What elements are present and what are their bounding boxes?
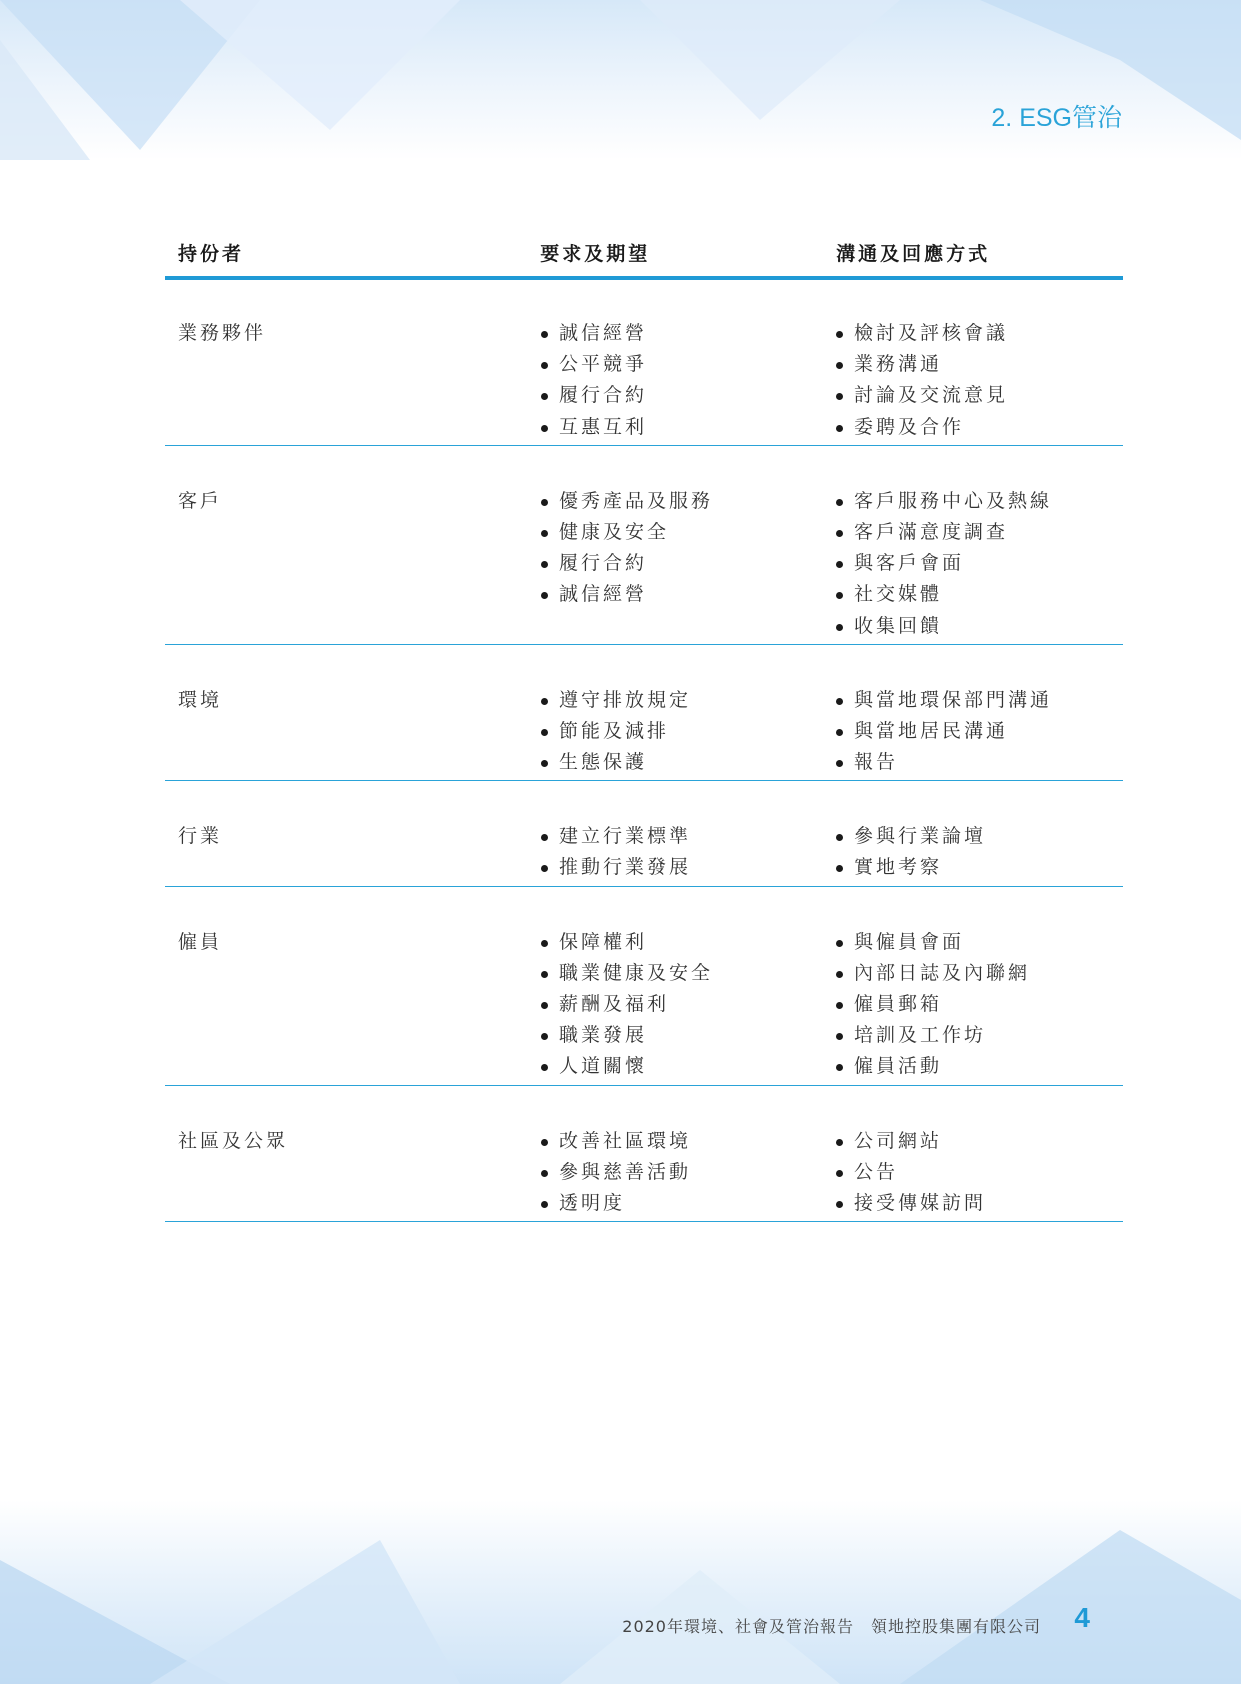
communication-cell [824,821,1123,883]
communication-list [824,685,1123,779]
communication-cell [824,1126,1123,1220]
stakeholder-cell: 社區及公眾 [178,1129,289,1152]
stakeholder-table [165,240,1123,1222]
expectation-item: 參與慈善活動 [529,1157,824,1188]
expectation-item: 履行合約 [529,548,824,579]
expectation-item: 誠信經營 [529,318,824,349]
communication-list [824,1126,1123,1220]
expectation-item: 人道關懷 [529,1051,824,1082]
table-header [165,240,1123,280]
stakeholder-cell: 業務夥伴 [178,322,267,344]
communication-cell [824,927,1123,1083]
section-title: 2. ESG管治 [991,104,1122,132]
stakeholder-cell: 環境 [178,688,223,711]
expectation-item: 誠信經營 [529,579,824,610]
communication-item: 實地考察 [824,852,1123,883]
expectation-item: 透明度 [529,1188,824,1219]
communication-item: 與當地居民溝通 [824,716,1123,747]
expectation-item: 職業健康及安全 [529,958,824,989]
communication-item: 內部日誌及內聯網 [824,958,1123,989]
communication-cell [824,486,1123,642]
communication-item: 客戶滿意度調查 [824,517,1123,548]
expectation-item: 履行合約 [529,380,824,411]
expectation-item: 推動行業發展 [529,852,824,883]
communication-item: 公司網站 [824,1126,1123,1157]
expectations-list [529,1126,824,1220]
table-row [165,781,1123,886]
expectation-item: 生態保護 [529,747,824,778]
expectations-cell [529,318,824,443]
table-row [165,280,1123,446]
expectations-cell [529,821,824,883]
communication-item: 與客戶會面 [824,548,1123,579]
expectation-item: 健康及安全 [529,517,824,548]
expectations-list [529,318,824,443]
expectation-item: 薪酬及福利 [529,989,824,1020]
communication-cell [824,318,1123,443]
expectation-item: 遵守排放規定 [529,685,824,716]
expectations-cell [529,927,824,1083]
expectation-item: 節能及減排 [529,716,824,747]
stakeholder-cell: 僱員 [178,930,223,953]
communication-list [824,318,1123,443]
expectation-item: 建立行業標準 [529,821,824,852]
expectations-list [529,821,824,883]
expectations-list [529,685,824,779]
expectation-item: 公平競爭 [529,349,824,380]
communication-item: 報告 [824,747,1123,778]
communication-item: 與當地環保部門溝通 [824,685,1123,716]
expectation-item: 保障權利 [529,927,824,958]
communication-cell [824,685,1123,779]
communication-item: 收集回饋 [824,611,1123,642]
header-decoration [0,0,1241,160]
expectations-cell [529,685,824,779]
stakeholder-cell: 行業 [178,825,223,848]
communication-item: 討論及交流意見 [824,380,1123,411]
communication-item: 客戶服務中心及熱線 [824,486,1123,517]
communication-list [824,927,1123,1083]
communication-item: 公告 [824,1157,1123,1188]
table-row [165,645,1123,782]
table-row [165,887,1123,1086]
communication-item: 檢討及評核會議 [824,318,1123,349]
table-body [165,280,1123,1222]
table-row [165,446,1123,645]
footer-decoration [0,1500,1241,1684]
communication-item: 業務溝通 [824,349,1123,380]
expectation-item: 改善社區環境 [529,1126,824,1157]
communication-item: 接受傳媒訪問 [824,1188,1123,1219]
communication-list [824,486,1123,642]
expectations-list [529,486,824,611]
communication-item: 委聘及合作 [824,412,1123,443]
expectations-list [529,927,824,1083]
communication-item: 僱員活動 [824,1051,1123,1082]
expectation-item: 優秀產品及服務 [529,486,824,517]
communication-list [824,821,1123,883]
expectation-item: 職業發展 [529,1020,824,1051]
footer-background [0,1500,1241,1684]
communication-item: 與僱員會面 [824,927,1123,958]
communication-item: 培訓及工作坊 [824,1020,1123,1051]
expectations-cell [529,486,824,642]
column-header-stakeholder: 持份者 [178,243,245,265]
expectations-cell [529,1126,824,1220]
communication-item: 參與行業論壇 [824,821,1123,852]
page-number: 4 [1074,1602,1090,1633]
footer-report-title: 2020年環境、社會及管治報告 領地控股集團有限公司 [622,1617,1041,1636]
expectation-item: 互惠互利 [529,412,824,443]
communication-item: 僱員郵箱 [824,989,1123,1020]
column-header-expectations: 要求及期望 [540,243,651,265]
communication-item: 社交媒體 [824,579,1123,610]
table-row [165,1086,1123,1223]
header-background [0,0,1241,160]
stakeholder-cell: 客戶 [178,489,223,512]
column-header-communication: 溝通及回應方式 [836,243,991,265]
